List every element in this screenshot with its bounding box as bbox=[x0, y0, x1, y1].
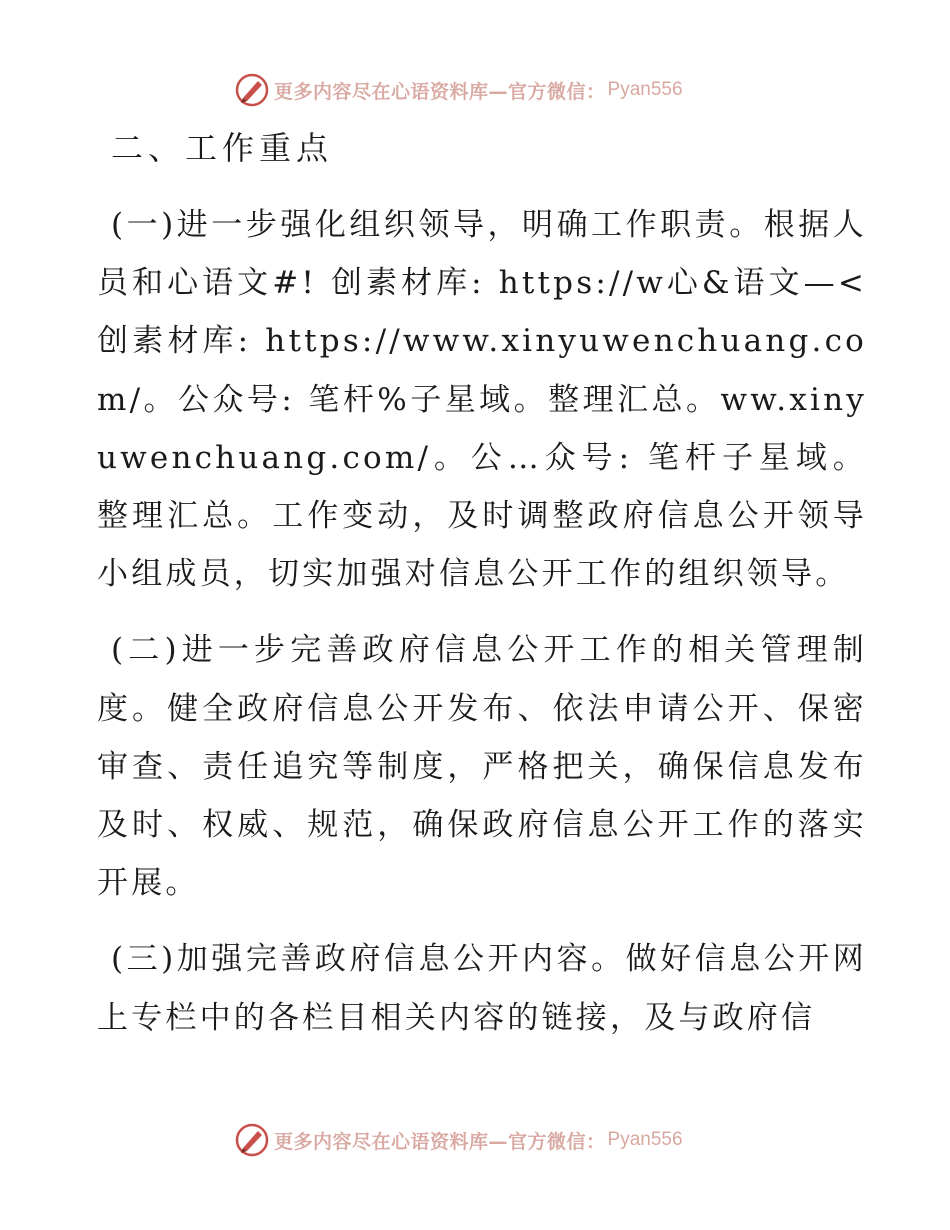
section-heading: 二、工作重点 bbox=[111, 129, 334, 167]
document-body bbox=[97, 120, 867, 1047]
paragraph-3: (三)加强完善政府信息公开内容。做好信息公开网上专栏中的各栏目相关内容的链接，及与政府信 bbox=[97, 941, 867, 1036]
pen-logo-icon bbox=[234, 72, 270, 108]
watermark-text: 更多内容尽在心语资料库—官方微信： bbox=[274, 1130, 606, 1153]
paragraph-2: (二)进一步完善政府信息公开工作的相关管理制度。健全政府信息公开发布、依法申请公开、保密审查、责任追究等制度，严格把关，确保信息发布及时、权威、规范，确保政府信息公开工作的落实开展。 bbox=[97, 632, 867, 902]
pen-logo-icon bbox=[234, 1122, 270, 1158]
watermark-handle: Pyan556 bbox=[607, 1129, 683, 1150]
footer-watermark-banner bbox=[234, 1120, 683, 1160]
watermark-text: 更多内容尽在心语资料库—官方微信： bbox=[274, 80, 606, 103]
header-watermark-banner bbox=[234, 70, 683, 110]
paragraph-1: (一)进一步强化组织领导，明确工作职责。根据人员和心语文#! 创素材库: https://w心&语文—<创素材库: https://www.xinyuwenchuang.com/。公众号: 笔杆%子星域。整理汇总。ww.xinyuwenchuang.com/。公…众号: 笔杆子星域。整理汇总。工作变动，及时调整政府信息公开领导小组成员，切实加强对信息公开工作的组织领导。 bbox=[97, 207, 867, 593]
watermark-handle: Pyan556 bbox=[607, 79, 683, 100]
